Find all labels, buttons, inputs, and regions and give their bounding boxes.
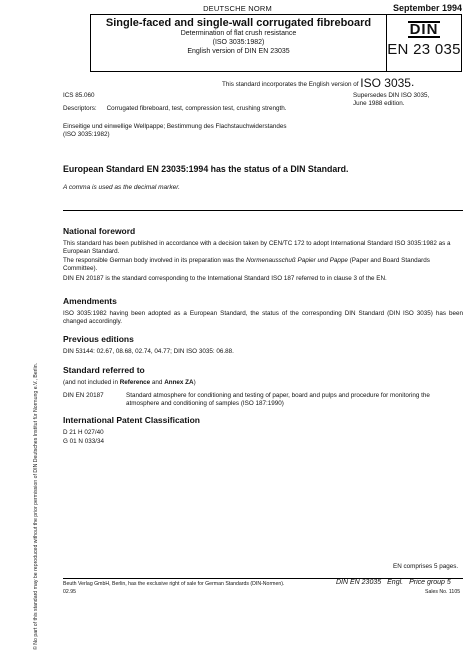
document-type-label: DEUTSCHE NORM	[203, 4, 272, 13]
amendments-heading: Amendments	[63, 296, 117, 306]
referenced-standard-code: DIN EN 20187	[63, 392, 104, 399]
incorporates-end: .	[410, 75, 415, 89]
status-statement: European Standard EN 23035:1994 has the status of a DIN Standard.	[63, 164, 349, 174]
footer-standard-ref: DIN EN 23035	[336, 579, 382, 586]
footer-reference	[336, 579, 451, 586]
supersedes-note	[353, 92, 429, 108]
incorporated-iso: ISO 3035	[360, 76, 411, 90]
text-run: (and not included in	[63, 379, 120, 386]
page-count-note: EN comprises 5 pages.	[393, 563, 459, 570]
text-run: Reference	[119, 379, 151, 386]
standard-id-panel	[387, 15, 461, 71]
ics-code: ICS 85.060	[63, 92, 95, 99]
ipc-item: G 01 N 033/34	[63, 438, 104, 445]
national-foreword-paragraph: This standard has been published in accordance with a decision taken by CEN/TC 172 to adopt International Standard ISO 3035:1982 as a European Standard.	[63, 240, 451, 255]
descriptors-value: Corrugated fibreboard, test, compression test, crushing strength.	[106, 105, 287, 112]
referenced-standard-description: Standard atmosphere for conditioning and testing of paper, board and pulps and procedure for monitoring the atmosphere and conditioning of samples (ISO 187:1990)	[126, 392, 430, 407]
iso-reference: (ISO 3035:1982)	[212, 39, 265, 46]
national-foreword-paragraph	[63, 257, 463, 273]
standard-referred-heading: Standard referred to	[63, 365, 145, 375]
amendments-text: ISO 3035:1982 having been adopted as a European Standard, the status of the corresponding DIN Standard (DIN ISO 3035) has been changed accordingly.	[63, 310, 463, 325]
footer-price-group: Price group 5	[409, 579, 451, 586]
sales-number: Sales No. 1105	[425, 589, 461, 595]
text-run: (Paper and Board Standards Committee).	[63, 257, 430, 272]
german-title-line: (ISO 3035:1982)	[63, 131, 110, 138]
committee-name: Normenausschuß Papier und Pappe	[246, 257, 348, 264]
national-foreword-heading: National foreword	[63, 226, 136, 236]
incorporates-text: This standard incorporates the English version of	[222, 81, 359, 88]
previous-editions-heading: Previous editions	[63, 334, 134, 344]
version-note: English version of DIN EN 23035	[187, 48, 290, 55]
ipc-heading: International Patent Classification	[63, 415, 200, 425]
supersedes-line: June 1988 edition.	[353, 100, 405, 107]
incorporates-note	[222, 75, 414, 90]
previous-editions-text: DIN 53144: 02.67, 08.68, 02.74, 04.77; DIN ISO 3035: 06.88.	[63, 348, 234, 355]
german-title	[63, 123, 353, 139]
publisher-note: Beuth Verlag GmbH, Berlin, has the exclusive right of sale for German Standards (DIN-Normen).	[63, 581, 285, 587]
text-run: )	[193, 379, 196, 386]
footer-language: Engl.	[387, 579, 404, 586]
standard-referred-note	[63, 379, 463, 387]
publication-date: September 1994	[392, 3, 462, 13]
section-divider	[63, 210, 463, 211]
standard-number: EN 23 035	[387, 41, 461, 58]
title-block	[90, 14, 462, 72]
national-foreword-paragraph: DIN EN 20187 is the standard corresponding to the International Standard ISO 187 referred to in clause 3 of the EN.	[63, 275, 387, 282]
din-logo: DIN	[409, 21, 439, 38]
german-title-line: Einseitige und einwellige Wellpappe; Bestimmung des Flachstauchwiderstandes	[63, 123, 287, 130]
descriptors	[63, 105, 287, 113]
document-title: Single-faced and single-wall corrugated fibreboard	[105, 17, 372, 29]
descriptors-label: Descriptors:	[63, 105, 97, 112]
text-run: and	[150, 379, 165, 386]
decimal-marker-note: A comma is used as the decimal marker.	[63, 184, 180, 191]
copyright-notice: © No part of this standard may be reproduced without the prior permission of DIN Deutsches Institut für Normung e.V., Berlin.	[33, 362, 39, 650]
text-run: The responsible German body involved in its preparation was the	[63, 257, 247, 264]
document-subtitle: Determination of flat crush resistance	[180, 30, 297, 37]
supersedes-line: Supersedes DIN ISO 3035,	[353, 92, 430, 99]
title-panel	[91, 15, 387, 71]
text-run: Annex ZA	[164, 379, 194, 386]
edition-code: 02.95	[63, 589, 76, 595]
ipc-item: D 21 H 027/40	[63, 429, 104, 436]
